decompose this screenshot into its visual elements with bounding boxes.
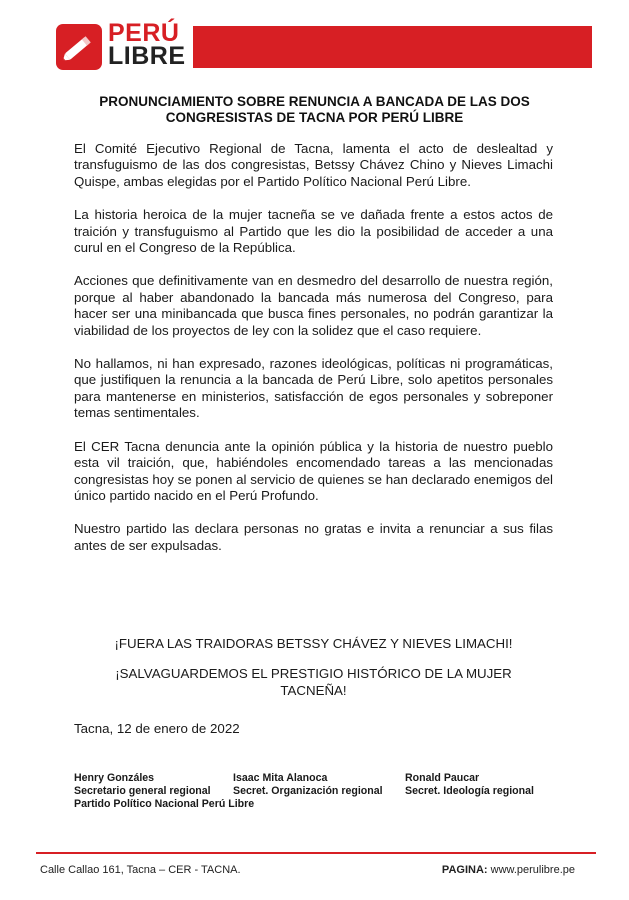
paragraph: Acciones que definitivamente van en desmedro del desarrollo de nuestra región, porque al haber abandonado la bancada más numerosa del Congreso, para hacer ser una minibancada que busca fines personales, no podrán garantizar la viabilidad de los proyectos de ley con la solidez que el caso requiere.	[74, 273, 553, 338]
slogan-1: ¡FUERA LAS TRAIDORAS BETSSY CHÁVEZ Y NIEVES LIMACHI!	[114, 636, 513, 651]
document-title	[58, 94, 571, 126]
pencil-icon	[56, 24, 102, 70]
slogan-2-line-2: TACNEÑA!	[280, 682, 347, 698]
party-name: Partido Político Nacional Perú Libre	[74, 798, 255, 810]
signer-role: Secret. Ideología regional	[405, 785, 534, 797]
slogan-2-line-1: ¡SALVAGUARDEMOS EL PRESTIGIO HISTÓRICO DE LA MUJER	[115, 666, 512, 682]
paragraph: No hallamos, ni han expresado, razones ideológicas, políticas ni programáticas, que justifiquen la renuncia a la bancada de Perú Libre, solo apetitos personales para mantenerse en ministerios, satisfacción de egos personales y sobreponer temas sentimentales.	[74, 356, 553, 421]
footer-url[interactable]: www.perulibre.pe	[490, 864, 575, 876]
paragraph: El CER Tacna denuncia ante la opinión pública y la historia de nuestro pueblo esta vil traición, que, habiéndoles encomendado tareas a las mencionadas congresistas hoy se ponen al servicio de quienes se han declarado enemigos del único partido nacido en el Perú Profundo.	[74, 438, 553, 503]
footer-website	[442, 864, 575, 876]
footer-page-label: PAGINA:	[441, 864, 488, 876]
footer-divider	[36, 852, 596, 854]
paragraph: Nuestro partido las declara personas no gratas e invita a renunciar a sus filas antes de ser expulsadas.	[74, 521, 553, 553]
signature-block	[405, 772, 534, 798]
title-line-2: CONGRESISTAS DE TACNA POR PERÚ LIBRE	[165, 110, 464, 125]
signer-name: Henry Gonzáles	[74, 772, 155, 784]
title-line-1: PRONUNCIAMIENTO SOBRE RENUNCIA A BANCADA DE LAS DOS	[99, 94, 530, 109]
header-red-bar	[193, 26, 592, 68]
signer-name: Ronald Paucar	[405, 772, 480, 784]
logo-wordmark	[108, 19, 186, 70]
signature-block	[233, 772, 383, 798]
paragraph: La historia heroica de la mujer tacneña se ve dañada frente a estos actos de traición y transfuguismo al Partido que les dio la posibilidad de acceder a una curul en el Congreso de la República.	[74, 207, 553, 256]
signature-block	[74, 772, 211, 798]
logo-line-2: LIBRE	[108, 42, 186, 70]
document-body	[74, 141, 553, 571]
logo-line-1: PERÚ	[108, 19, 180, 47]
document-date: Tacna, 12 de enero de 2022	[74, 721, 240, 736]
slogan-2	[74, 666, 553, 699]
paragraph: El Comité Ejecutivo Regional de Tacna, lamenta el acto de deslealtad y transfuguismo de las dos congresistas, Betssy Chávez Chino y Nieves Limachi Quispe, ambas elegidas por el Partido Político Nacional Perú Libre.	[74, 141, 553, 189]
slogans	[74, 636, 553, 713]
signer-name: Isaac Mita Alanoca	[233, 772, 328, 784]
signer-role: Secret. Organización regional	[233, 785, 383, 797]
footer-address: Calle Callao 161, Tacna – CER - TACNA.	[40, 864, 241, 876]
letterhead	[56, 19, 596, 78]
signer-role: Secretario general regional	[74, 785, 211, 797]
